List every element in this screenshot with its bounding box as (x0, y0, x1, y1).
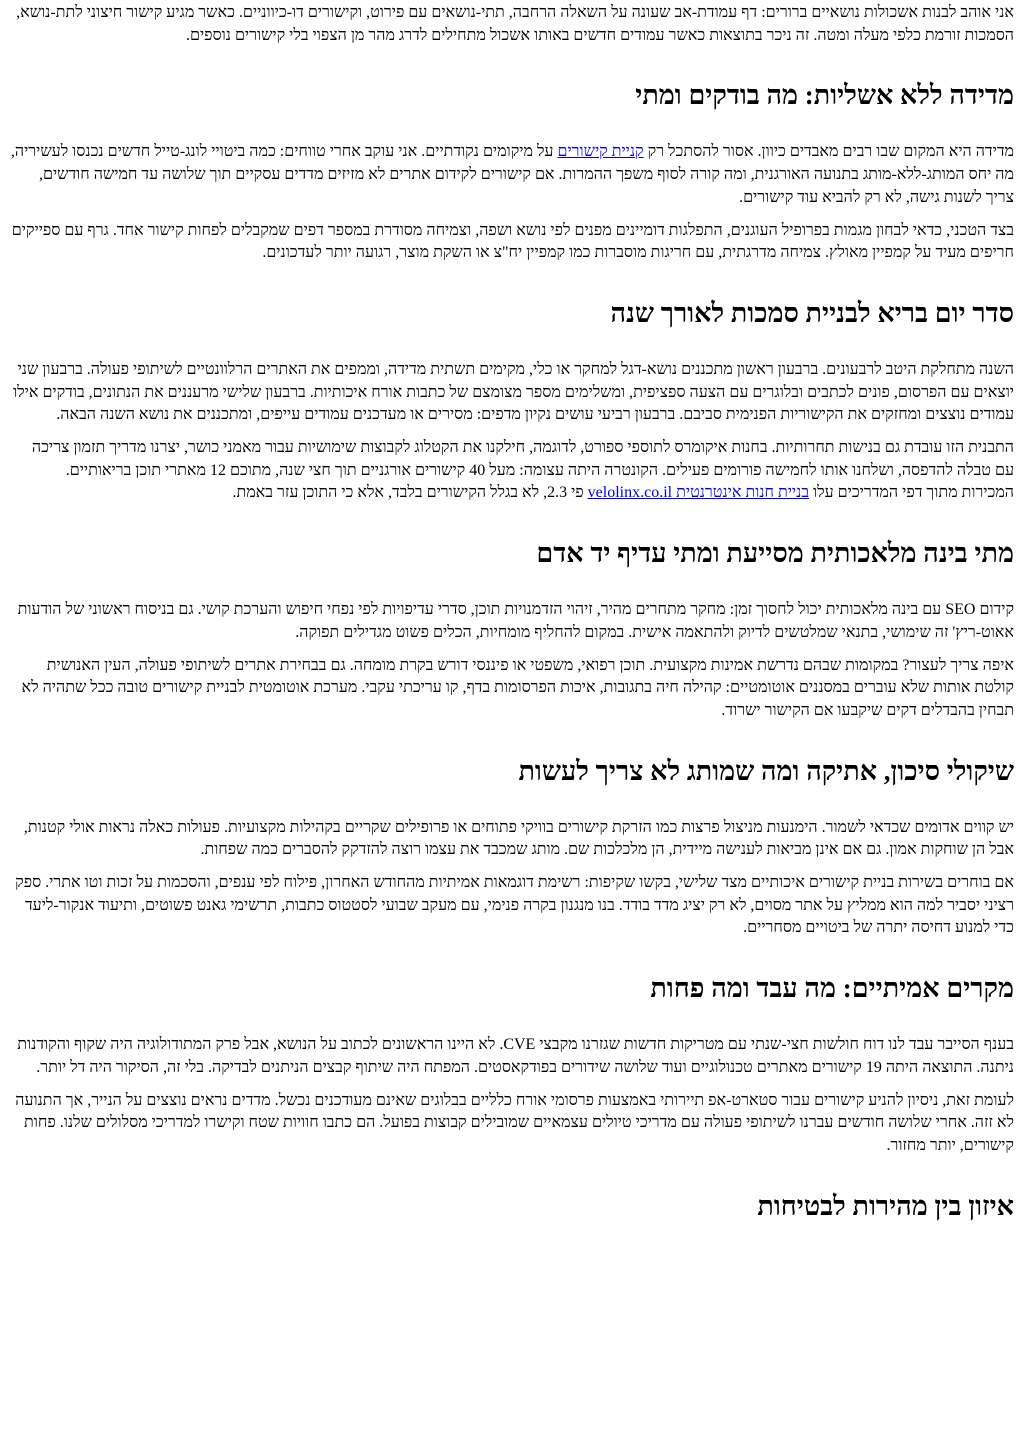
paragraph (10, 437, 1014, 505)
paragraph: לעומת זאת, ניסיון להניע קישורים עבור סטארט-אפ תיירותי באמצעות פרסומי אורח כלליים בבלוגים שאינם מעודכנים נכשל. מדדים נראים נוצצים על הנייר, אך התנועה לא זזה. אחרי שלושה חודשים עברנו לשיתופי פעולה עם מדריכי טיולים עצמאיים שמובילים קבוצות בפועל. הם כתבו חוויות שטח וקישרו למדריכי מסלולים שלנו. פחות קישורים, יותר מחזור. (15, 1091, 1014, 1154)
section-heading-measurement: מדידה ללא אשליות: מה בודקים ומתי (635, 80, 1014, 111)
paragraph-text: פי 2.3, לא בגלל הקישורים בלבד, אלא כי התוכן עזר באמת. (232, 484, 588, 502)
paragraph: איפה צריך לעצור? במקומות שבהם נדרשת אמינות מקצועית. תוכן רפואי, משפטי או פיננסי דורש בקרת מומחה. גם בבחירת אתרים לשיתופי פעולה, העין האנושית קולטת אותות שלא עוברים במסננים אוטומטיים: קהילה חיה בתגובות, איכות הפרסומות בדף, קו עריכתי עקבי. מערכת אוטומטית לבניית קישורים טובה ככל שתהיה לא תבחין בהבדלים דקים שיקבעו אם הקישור ישרוד. (21, 656, 1014, 719)
link-online-store[interactable]: בניית חנות אינטרנטית velolinx.co.il (587, 484, 810, 502)
paragraph: קידום SEO עם בינה מלאכותית יכול לחסוך זמן: מחקר מתחרים מהיר, זיהוי הזדמנויות תוכן, סדרי עדיפויות לפי נפחי חיפוש והערכת קושי. גם בניסוח ראשוני של הודעות אאוט-ריץ' זה שימושי, בתנאי שמלטשים לדיוק ולהתאמה אישית. במקום להחליף מומחיות, הכלים פשוט מגדילים תפוקה. (17, 601, 1014, 641)
paragraph: השנה מתחלקת היטב לרבעונים. ברבעון ראשון מתכננים נושא-דגל למחקר או כלי, מקימים תשתית מדידה, וממפים את האתרים הרלוונטיים לשיתופי פעולה. ברבעון שני יוצאים עם הפרסום, פונים לכתבים ובלוגרים עם הצעה ספציפית, ומשלימים מספר מצומצם של כתבות אורח איכותיות. ברבעון שלישי מרעננים את הנתונים, בודקים אילו עמודים נוצצים ומחזקים את הקישוריות הפנימית סביבם. ברבעון רביעי עושים נקיון מדפים: מסירים או מעדכנים עמודים עייפים, ומתכננים את נושא השנה הבאה. (13, 360, 1014, 424)
section-heading-risk: שיקולי סיכון, אתיקה ומה שמותג לא צריך לעשות (518, 755, 1014, 786)
paragraph: אם בוחרים בשירות בניית קישורים איכותיים מצד שלישי, בקשו שקיפות: רשימת דוגמאות אמיתיות מהחודש האחרון, פילוח לפי ענפים, והסכמות על זכות וטו אתרי. ספק רציני יסביר למה הוא ממליץ על אתר מסוים, לא רק יציג מדד בודד. בנו מנגנון בקרה פנימי, עם מעקב שבועי לסטטוס כתבות, תרשימי גאנט פשוטים, ותיעוד אנקור-ליעד כדי למנוע דחיסה יתרה של ביטויים מסחריים. (15, 874, 1014, 937)
paragraph: בענף הסייבר עבד לנו דוח חולשות חצי-שנתי עם מטריקות חדשות שגזרנו מקבצי CVE. לא היינו הראשונים לכתוב על הנושא, אבל פרק המתודולוגיה היה שקוף והקודנות ניתנה. התוצאה היתה 19 קישורים מאתרים טכנולוגיים ועוד שלושה שידורים בפודקאסטים. המפתח היה שיתוף קבצים הניתנים לבדיקה. בלי זה, הסיקור היה דל יותר. (17, 1036, 1014, 1076)
intro-paragraph: אני אוהב לבנות אשכולות נושאיים ברורים: דף עמודת-אב שעונה על השאלה הרחבה, תתי-נושאים עם פירוט, וקישורים דו-כיווניים. כאשר מגיע קישור חיצוני לתת-נושא, הסמכות זורמת כלפי מעלה ומטה. זה ניכר בתוצאות כאשר עמודים חדשים באותו אשכול מתחילים לדרג מהר מן הצפוי בלי קישורים נוספים. (16, 4, 1014, 44)
paragraph-text: על מיקומים נקודתיים. אני עוקב אחרי טווחים: כמה ביטויי לונג-טייל חדשים נכנסו לעשיריה, מה יחס המותג-ללא-מותג בתנועה האורגנית, ומה קורה לסוף משפך ההמרות. אם קישורים לקידום אתרים לא מזיזים מדדים עסקיים תוך שלושה עד חמישה חודשים, צריך לשנות גישה, לא רק להביא עוד קישורים. (10, 143, 1014, 206)
section-heading-balance: איזון בין מהירות לבטיחות (757, 1190, 1014, 1221)
section-heading-yearly-plan: סדר יום בריא לבניית סמכות לאורך שנה (610, 297, 1014, 328)
paragraph-text: התבנית הזו עובדת גם בנישות תחרותיות. בחנות איקומרס לתוספי ספורט, לדוגמה, חילקנו את הקטלוג לקבוצות שימושיות עבור מאמני כושר, יצרנו מדריך תזמון צריכה עם טבלה להדפסה, ושלחנו אותו לחמישה פורומים פעילים. הקונטרה היתה עצומה: מעל 40 קישורים אורגניים תוך חצי שנה, מתוכם 12 מאתרי תוכן בריאותיים. המכירות מתוך דפי המדריכים עלו (31, 439, 1014, 502)
section-heading-cases: מקרים אמיתיים: מה עבד ומה פחות (650, 973, 1014, 1004)
paragraph-text: מדידה היא המקום שבו רבים מאבדים כיוון. אסור להסתכל רק (643, 143, 1014, 161)
section-heading-ai: מתי בינה מלאכותית מסייעת ומתי עדיף יד אדם (536, 538, 1014, 569)
paragraph (10, 141, 1014, 209)
paragraph: בצד הטכני, כדאי לבחון מגמות בפרופיל העוגנים, התפלגות דומיינים מפנים לפי נושא ושפה, וצמיחה מסודרת במספר דפים שמקבלים לפחות קישור אחד. גרף עם ספייקים חריפים מעיד על קמפיין מאולץ. צמיחה מדרגתית, עם חריגות מוסברות כמו קמפיין יח"צ או השקת מוצר, רגועה יותר לעדכונים. (11, 221, 1014, 262)
paragraph: יש קווים אדומים שכדאי לשמור. הימנעות מניצול פרצות כמו הזרקת קישורים בוויקי פתוחים או פרופילים שקריים בקהילות מקצועיות. פעולות כאלה נראות אולי קטנות, אבל הן שוחקות אמון. גם אם אינן מביאות לענישה מיידית, הן מלכלכות שם. מותג שמכבד את עצמו רוצה להזדקק להסברים כמה שפחות. (23, 818, 1014, 859)
link-buy-links[interactable]: קניית קישורים (557, 143, 644, 161)
